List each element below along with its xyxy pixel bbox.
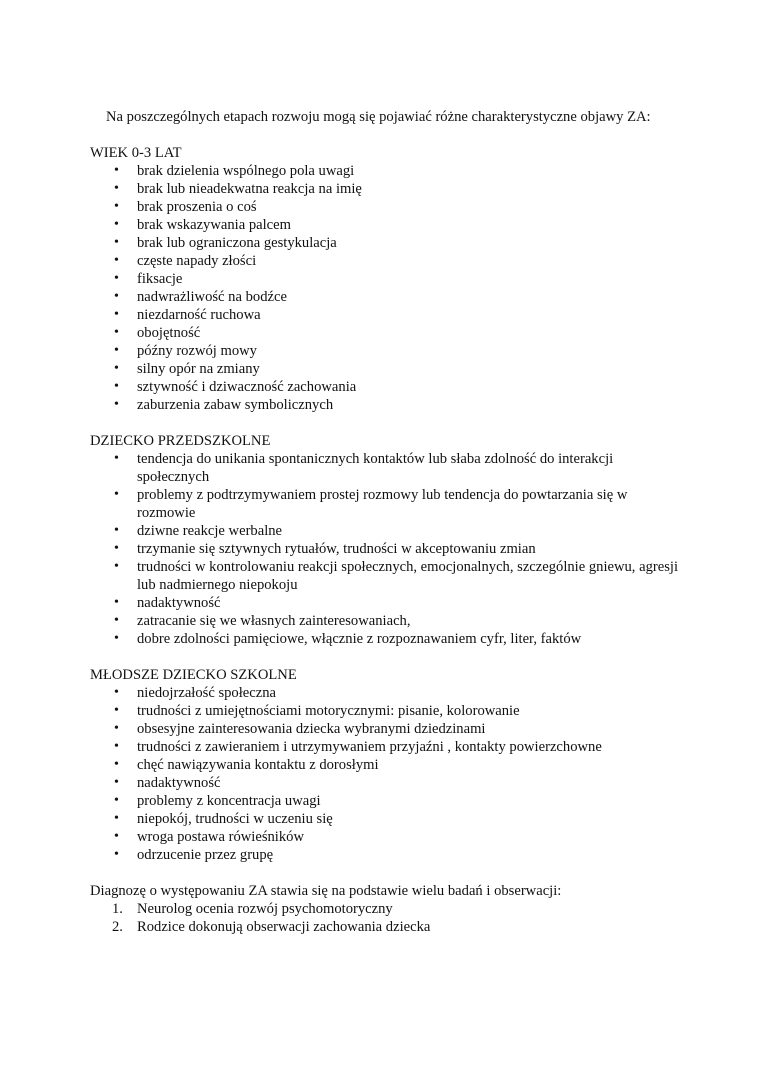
list-item: • trudności z zawieraniem i utrzymywaniem przyjaźni , kontakty powierzchowne: [137, 738, 680, 756]
section-age-0-3: [90, 144, 680, 414]
list-item: • odrzucenie przez grupę: [137, 846, 680, 864]
document-page: [90, 108, 680, 936]
list-item: • silny opór na zmiany: [137, 360, 680, 378]
list-item: • brak lub ograniczona gestykulacja: [137, 234, 680, 252]
list-item: • niepokój, trudności w uczeniu się: [137, 810, 680, 828]
list-item: • problemy z podtrzymywaniem prostej rozmowy lub tendencja do powtarzania się w rozmowie: [137, 486, 680, 522]
diagnosis-intro: Diagnozę o występowaniu ZA stawia się na podstawie wielu badań i obserwacji:: [90, 883, 562, 899]
list-item: • brak lub nieadekwatna reakcja na imię: [137, 180, 680, 198]
list-item: • chęć nawiązywania kontaktu z dorosłymi: [137, 756, 680, 774]
list-item: • problemy z koncentracja uwagi: [137, 792, 680, 810]
list-item: • niedojrzałość społeczna: [137, 684, 680, 702]
numbered-item: [112, 900, 680, 918]
list-item: • częste napady złości: [137, 252, 680, 270]
list-item: • zaburzenia zabaw symbolicznych: [137, 396, 680, 414]
list-item: • dobre zdolności pamięciowe, włącznie z rozpoznawaniem cyfr, liter, faktów: [137, 630, 680, 648]
numbered-item: [112, 918, 680, 936]
item-text: Neurolog ocenia rozwój psychomotoryczny: [137, 901, 393, 917]
list-item: • zatracanie się we własnych zainteresowaniach,: [137, 612, 680, 630]
list-item: • obsesyjne zainteresowania dziecka wybranymi dziedzinami: [137, 720, 680, 738]
item-number: 2.: [112, 919, 123, 935]
section-early-school: [90, 666, 680, 864]
list-item: • brak dzielenia wspólnego pola uwagi: [137, 162, 680, 180]
list-item: • brak proszenia o coś: [137, 198, 680, 216]
list-item: • brak wskazywania palcem: [137, 216, 680, 234]
list-item: • tendencja do unikania spontanicznych kontaktów lub słaba zdolność do interakcji społecznych: [137, 450, 680, 486]
item-number: 1.: [112, 901, 123, 917]
symptom-list: [90, 162, 680, 414]
symptom-list: [90, 450, 680, 648]
list-item: • nadaktywność: [137, 774, 680, 792]
list-item: • fiksacje: [137, 270, 680, 288]
list-item: • sztywność i dziwaczność zachowania: [137, 378, 680, 396]
section-diagnosis: [90, 882, 680, 936]
list-item: • wroga postawa rówieśników: [137, 828, 680, 846]
list-item: • trudności z umiejętnościami motorycznymi: pisanie, kolorowanie: [137, 702, 680, 720]
list-item: • niezdarność ruchowa: [137, 306, 680, 324]
section-title: WIEK 0-3 LAT: [90, 145, 182, 161]
list-item: • obojętność: [137, 324, 680, 342]
section-title: MŁODSZE DZIECKO SZKOLNE: [90, 667, 297, 683]
list-item: • nadwrażliwość na bodźce: [137, 288, 680, 306]
list-item: • późny rozwój mowy: [137, 342, 680, 360]
list-item: • nadaktywność: [137, 594, 680, 612]
diagnosis-steps: [90, 900, 680, 936]
section-title: DZIECKO PRZEDSZKOLNE: [90, 433, 271, 449]
list-item: • trzymanie się sztywnych rytuałów, trudności w akceptowaniu zmian: [137, 540, 680, 558]
section-preschool: [90, 432, 680, 648]
intro-paragraph: Na poszczególnych etapach rozwoju mogą się pojawiać różne charakterystyczne objawy ZA:: [106, 109, 651, 125]
list-item: • dziwne reakcje werbalne: [137, 522, 680, 540]
symptom-list: [90, 684, 680, 864]
list-item: • trudności w kontrolowaniu reakcji społecznych, emocjonalnych, szczególnie gniewu, agresji lub nadmiernego niepokoju: [137, 558, 680, 594]
item-text: Rodzice dokonują obserwacji zachowania dziecka: [137, 919, 431, 935]
